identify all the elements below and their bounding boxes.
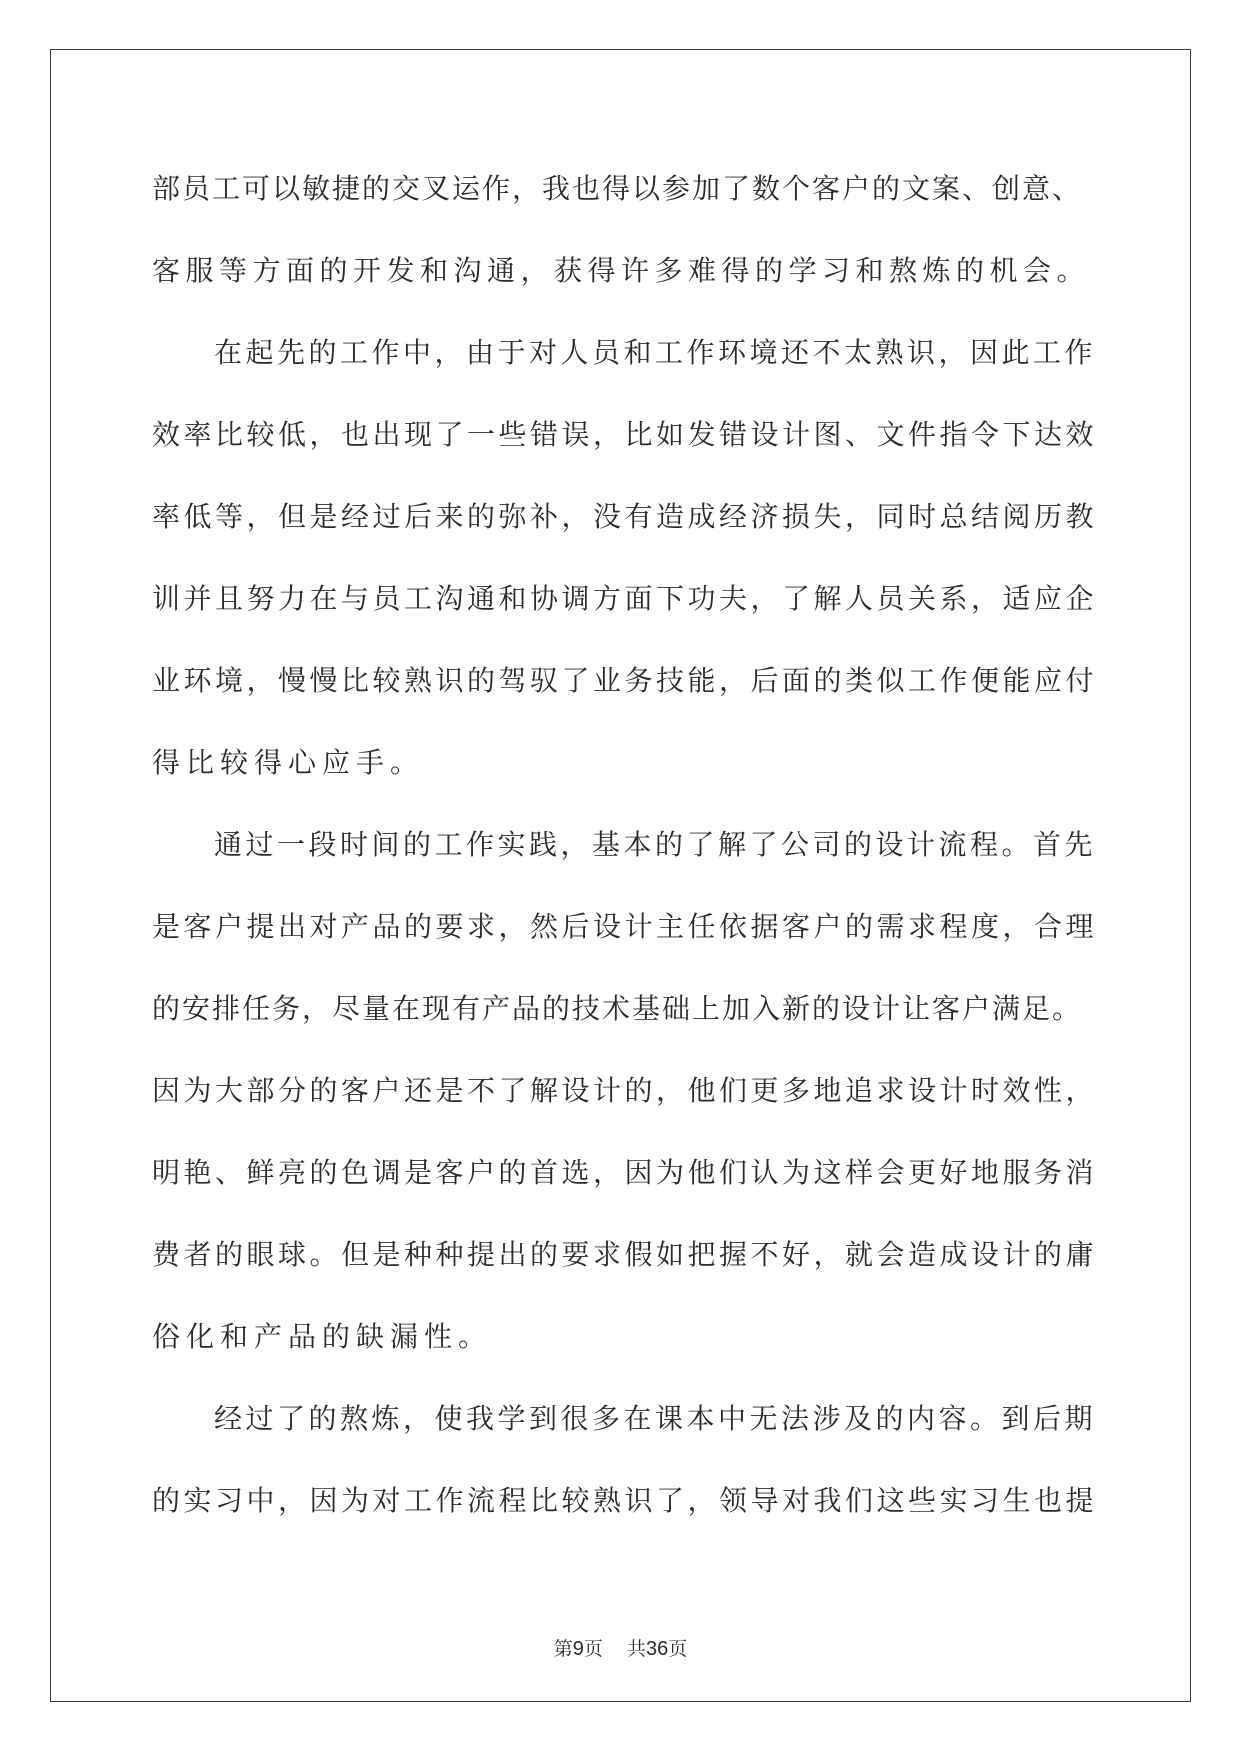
- text-line: 效率比较低，也出现了一些错误，比如发错设计图、文件指令下达效: [152, 418, 1098, 451]
- total-suffix: 页: [668, 1638, 688, 1660]
- text-line: 在起先的工作中，由于对人员和工作环境还不太熟识，因此工作: [214, 336, 1097, 369]
- total-prefix: 共: [626, 1638, 646, 1660]
- text-line: 经过了的熬炼，使我学到很多在课本中无法涉及的内容。到后期: [214, 1402, 1097, 1435]
- text-line: 的实习中，因为对工作流程比较熟识了，领导对我们这些实习生也提: [152, 1484, 1098, 1517]
- text-line: 费者的眼球。但是种种提出的要求假如把握不好，就会造成设计的庸: [152, 1238, 1098, 1271]
- total-pages: 36: [645, 1638, 669, 1660]
- text-line: 的安排任务，尽量在现有产品的技术基础上加入新的设计让客户满足。: [152, 992, 1083, 1025]
- text-line: 因为大部分的客户还是不了解设计的，他们更多地追求设计时效性，: [152, 1074, 1098, 1107]
- page-suffix: 页: [583, 1638, 603, 1660]
- document-body: [152, 172, 1097, 1566]
- text-line: 业环境，慢慢比较熟识的驾驭了业务技能，后面的类似工作便能应付: [152, 664, 1098, 697]
- text-line: 客服等方面的开发和沟通，获得许多难得的学习和熬炼的机会。: [152, 254, 1091, 287]
- text-line: 是客户提出对产品的要求，然后设计主任依据客户的需求程度，合理: [152, 910, 1098, 943]
- page-footer: [0, 1634, 1241, 1661]
- text-line: 通过一段时间的工作实践，基本的了解了公司的设计流程。首先: [214, 828, 1097, 861]
- text-line: 率低等，但是经过后来的弥补，没有造成经济损失，同时总结阅历教: [152, 500, 1098, 533]
- page-number: 9: [572, 1638, 584, 1660]
- text-line: 训并且努力在与员工沟通和协调方面下功夫，了解人员关系，适应企: [152, 582, 1098, 615]
- text-line: 明艳、鲜亮的色调是客户的首选，因为他们认为这样会更好地服务消: [152, 1156, 1098, 1189]
- text-line: 部员工可以敏捷的交叉运作，我也得以参加了数个客户的文案、创意、: [152, 172, 1083, 205]
- text-line: 俗化和产品的缺漏性。: [152, 1320, 493, 1353]
- page-prefix: 第: [553, 1638, 573, 1660]
- text-line: 得比较得心应手。: [152, 746, 425, 779]
